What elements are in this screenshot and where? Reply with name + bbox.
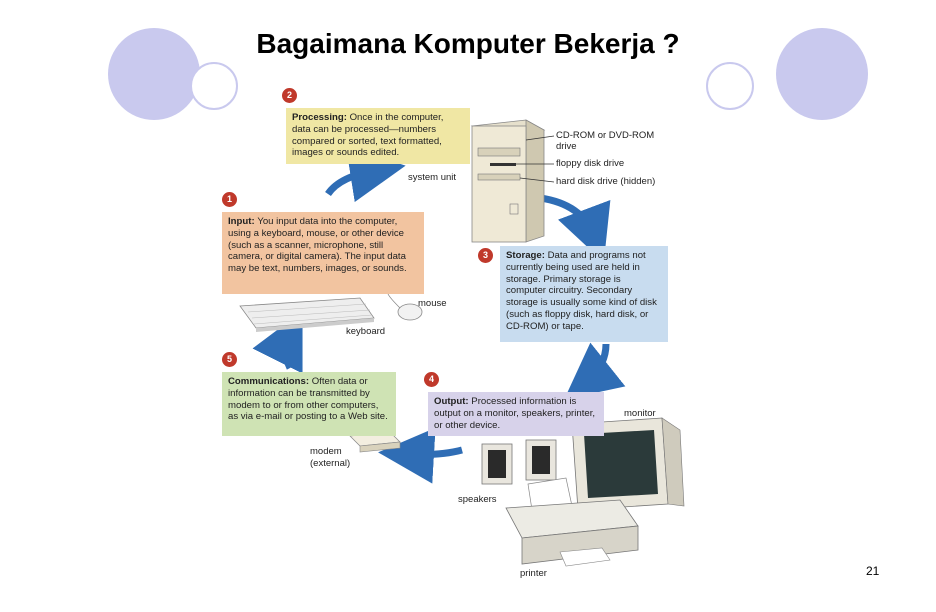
computer-cycle-figure	[210, 86, 690, 580]
step-3-text: Data and programs not currently being used are held in storage. Primary storage is computer circuitry. Secondary storage is usually some kind of disk (such as floppy disk, hard disk, or CD-ROM) or tape.	[506, 250, 657, 332]
step-1-input-box	[222, 212, 424, 294]
step-4-heading: Output:	[434, 396, 472, 407]
step-5-heading: Communications:	[228, 376, 312, 387]
step-2-processing-box	[286, 108, 470, 164]
step-3-heading: Storage:	[506, 250, 548, 261]
step-2-badge: 2	[282, 88, 297, 103]
modem-label-line1: modem	[310, 446, 342, 457]
mouse-illustration	[388, 294, 422, 320]
speakers-label: speakers	[458, 494, 497, 505]
modem-label-line2: (external)	[310, 458, 351, 469]
step-4-badge: 4	[424, 372, 439, 387]
system-unit-illustration	[472, 120, 544, 242]
cdrom-label-line1: CD-ROM or DVD-ROM	[556, 130, 655, 141]
floppy-drive-label: floppy disk drive	[556, 158, 625, 169]
step-5-badge: 5	[222, 352, 237, 367]
hard-disk-label: hard disk drive (hidden)	[556, 176, 656, 187]
step-1-heading: Input:	[228, 216, 258, 227]
arrow-input-to-processing	[328, 170, 378, 194]
speakers-illustration	[482, 440, 556, 484]
decor-circle-right-inner	[706, 62, 754, 110]
step-5-text: Often data or information can be transmitted by modem to or from other computers, as via e-mail or posting to a Web site.	[228, 376, 388, 423]
printer-label: printer	[520, 568, 547, 579]
cdrom-label-line2: drive	[556, 141, 577, 152]
step-5-communications-box	[222, 372, 396, 436]
step-2-text: Once in the computer, data can be processed—numbers compared or sorted, text formatted, images or sounds edited.	[292, 112, 444, 159]
arrow-processing-to-storage	[540, 198, 594, 236]
step-3-storage-box	[500, 246, 668, 342]
step-1-badge: 1	[222, 192, 237, 207]
arrow-output-to-communications	[406, 450, 462, 455]
system-unit-label: system unit	[408, 172, 457, 183]
step-4-output-box	[428, 392, 604, 436]
step-4-text: Processed information is output on a monitor, speakers, printer, or other device.	[434, 396, 596, 431]
step-3-badge: 3	[478, 248, 493, 263]
slide-title: Bagaimana Komputer Bekerja ?	[256, 28, 680, 59]
page-number: 21	[866, 564, 880, 578]
arrow-communications-to-input	[286, 336, 290, 368]
step-1-text: You input data into the computer, using a keyboard, mouse, or other device (such as a scanner, microphone, still camera, or digital camera). The input data may be text, numbers, images, or sounds.	[228, 216, 407, 275]
arrow-storage-to-output	[586, 344, 606, 382]
mouse-label: mouse	[418, 298, 447, 309]
step-2-heading: Processing:	[292, 112, 350, 123]
monitor-label: monitor	[624, 408, 656, 419]
keyboard-label: keyboard	[346, 326, 386, 337]
